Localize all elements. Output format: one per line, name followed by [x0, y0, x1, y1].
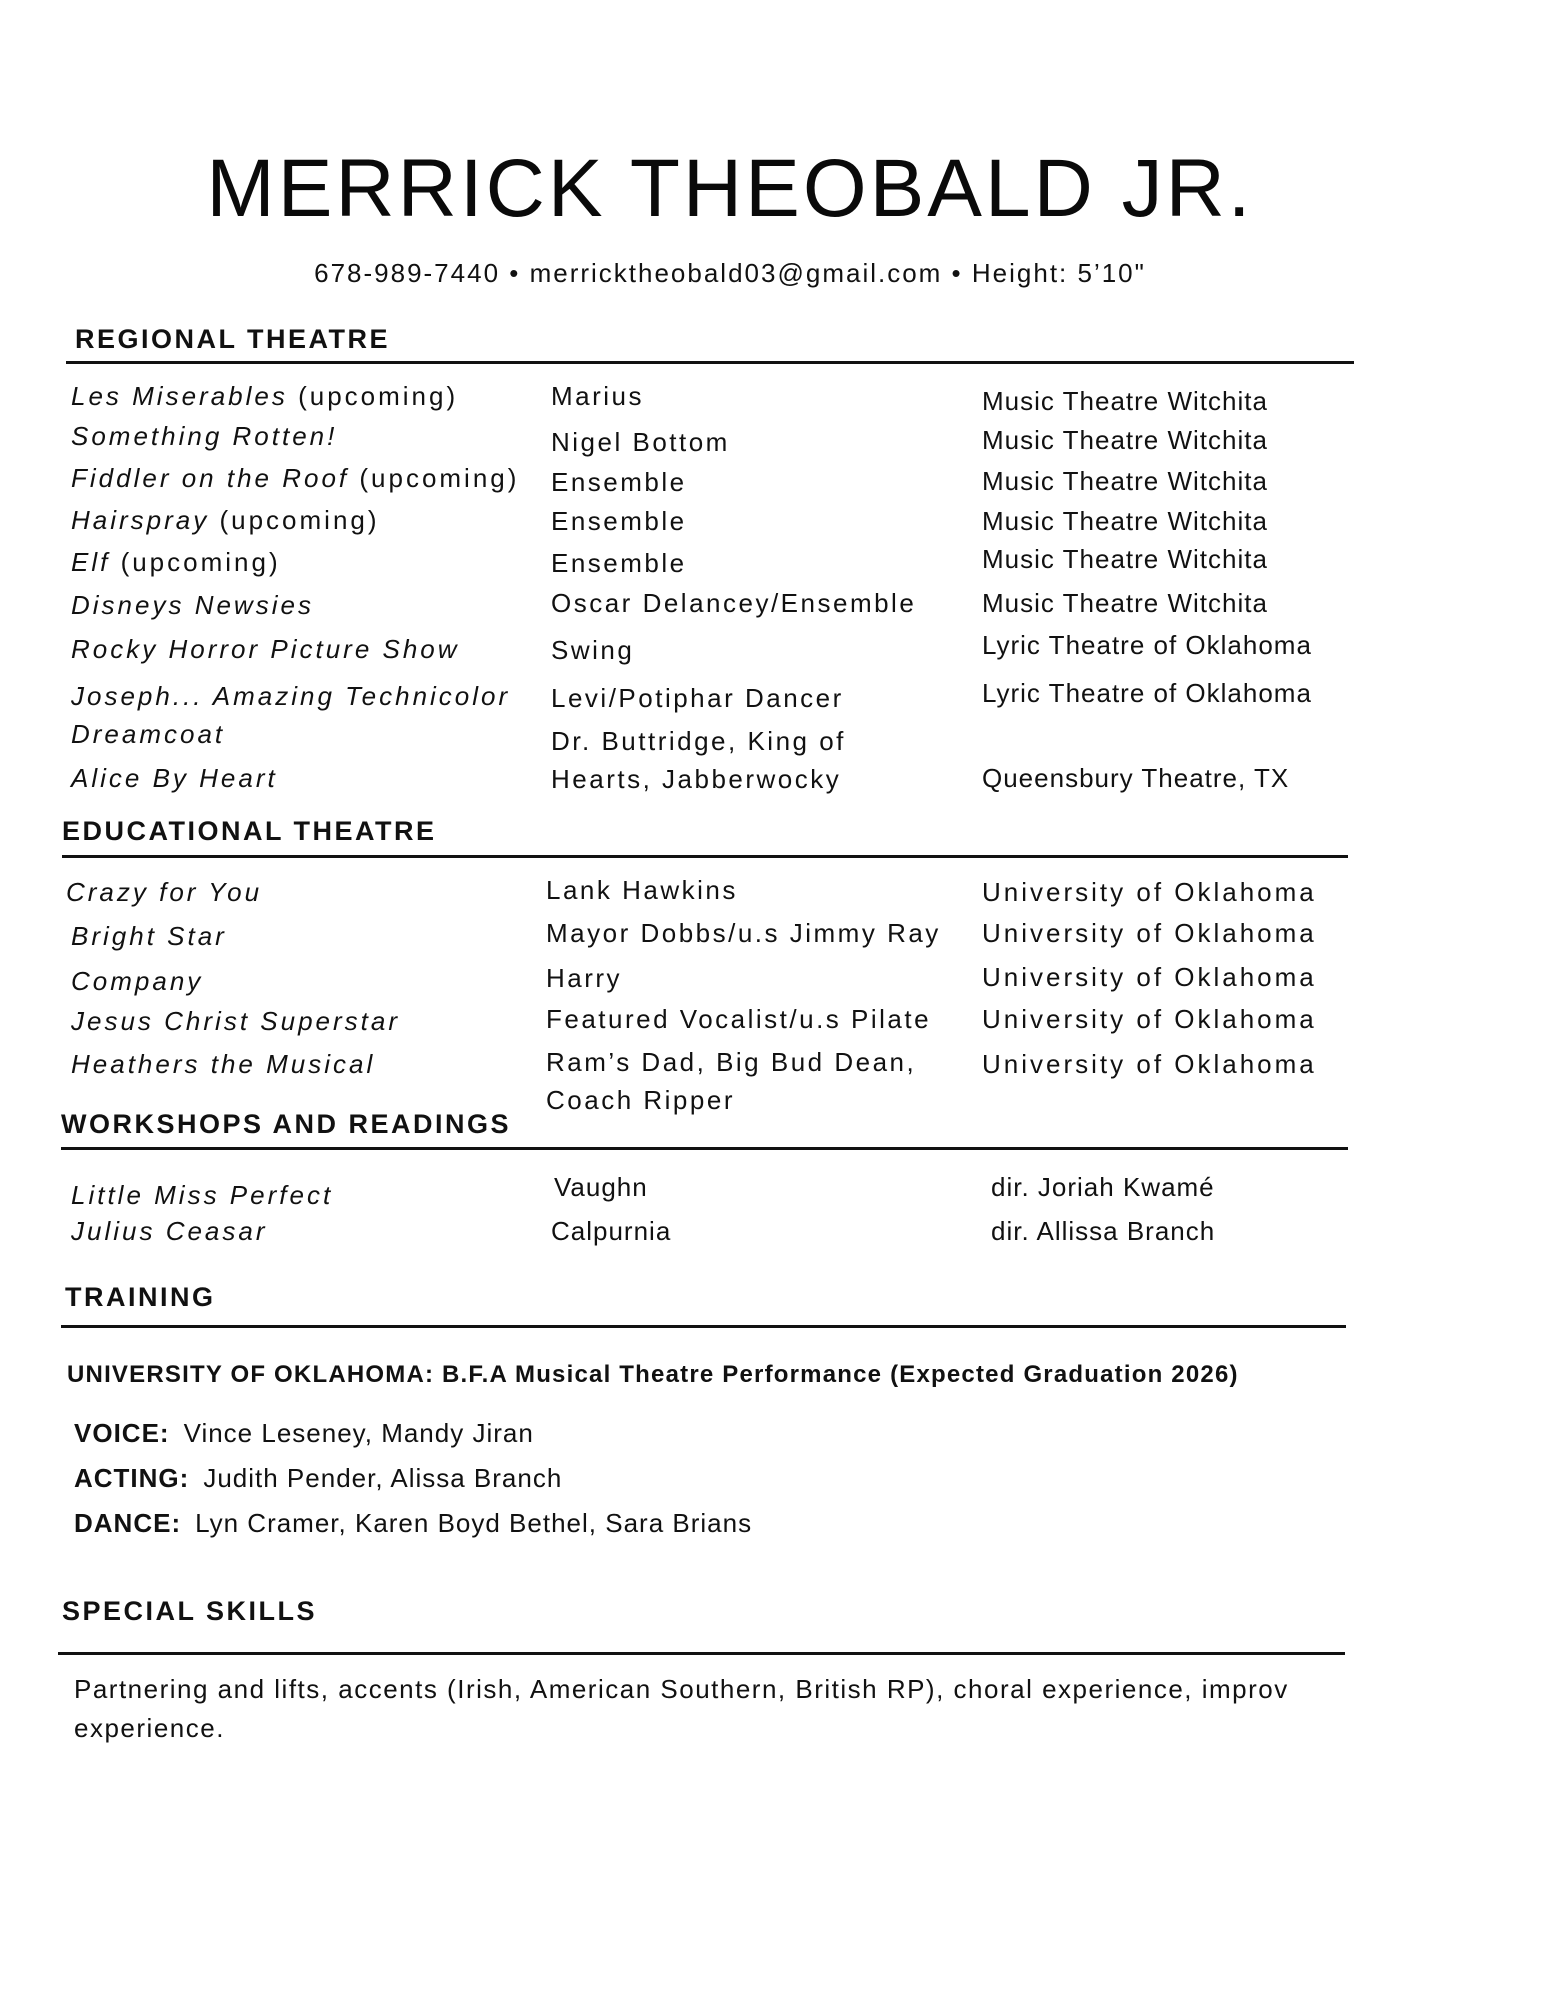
credit-show: Hairspray (upcoming) — [71, 505, 380, 535]
credit-show: Alice By Heart — [71, 763, 278, 793]
credit-role: Levi/Potiphar Dancer — [551, 683, 844, 713]
section-heading-training: TRAINING — [65, 1282, 216, 1312]
credit-role: Ram’s Dad, Big Bud Dean, Coach Ripper — [546, 1047, 917, 1115]
credit-show: Julius Ceasar — [71, 1216, 268, 1246]
credit-role: Ensemble — [551, 506, 687, 536]
credit-show: Rocky Horror Picture Show — [71, 634, 460, 664]
training-teachers: Lyn Cramer, Karen Boyd Bethel, Sara Brians — [195, 1508, 753, 1538]
credit-company: Music Theatre Witchita — [982, 466, 1268, 496]
credit-company: Lyric Theatre of Oklahoma — [982, 678, 1312, 708]
section-heading-educational: EDUCATIONAL THEATRE — [62, 816, 437, 846]
credit-show: Something Rotten! — [71, 421, 338, 451]
training-label: DANCE: — [74, 1508, 182, 1538]
credit-role: Marius — [551, 381, 645, 411]
credit-company: Lyric Theatre of Oklahoma — [982, 630, 1312, 660]
credit-show: Joseph... Amazing Technicolor Dreamcoat — [71, 681, 511, 749]
training-voice — [74, 1418, 534, 1449]
credit-show: Bright Star — [71, 921, 227, 951]
training-acting — [74, 1463, 562, 1494]
section-divider — [61, 1147, 1348, 1150]
credit-company: University of Oklahoma — [982, 877, 1317, 907]
training-teachers: Judith Pender, Alissa Branch — [203, 1463, 563, 1493]
training-teachers: Vince Leseney, Mandy Jiran — [183, 1418, 534, 1448]
credit-role: Harry — [546, 963, 623, 993]
credit-show: Disneys Newsies — [71, 590, 314, 620]
contact-line: 678-989-7440 • merricktheobald03@gmail.com • Height: 5’10" — [314, 258, 1146, 288]
credit-show: Heathers the Musical — [71, 1049, 376, 1079]
credit-show: Company — [71, 966, 204, 996]
section-divider — [61, 1325, 1346, 1328]
section-heading-workshops: WORKSHOPS AND READINGS — [61, 1109, 512, 1139]
credit-company: University of Oklahoma — [982, 1004, 1317, 1034]
credit-show: Elf (upcoming) — [71, 547, 281, 577]
special-skills-text: Partnering and lifts, accents (Irish, American Southern, British RP), choral experience, improv experience. — [74, 1674, 1289, 1743]
training-label: VOICE: — [74, 1418, 170, 1448]
credit-director: dir. Joriah Kwamé — [991, 1172, 1215, 1202]
section-heading-skills: SPECIAL SKILLS — [62, 1596, 318, 1626]
training-dance — [74, 1508, 752, 1539]
credit-company: University of Oklahoma — [982, 918, 1317, 948]
credit-role: Ensemble — [551, 467, 687, 497]
credit-role: Lank Hawkins — [546, 875, 738, 905]
section-divider — [66, 361, 1354, 364]
credit-company: Music Theatre Witchita — [982, 544, 1268, 574]
credit-role: Vaughn — [554, 1172, 648, 1202]
degree-line: UNIVERSITY OF OKLAHOMA: B.F.A Musical Theatre Performance (Expected Graduation 2026) — [67, 1361, 1239, 1388]
credit-show: Crazy for You — [66, 877, 263, 907]
credit-company: Music Theatre Witchita — [982, 506, 1268, 536]
credit-show: Les Miserables (upcoming) — [71, 381, 459, 411]
credit-company: Music Theatre Witchita — [982, 588, 1268, 618]
credit-company: Music Theatre Witchita — [982, 386, 1268, 416]
credit-role: Featured Vocalist/u.s Pilate — [546, 1004, 932, 1034]
section-divider — [62, 855, 1348, 858]
credit-role: Nigel Bottom — [551, 427, 730, 457]
credit-company: Music Theatre Witchita — [982, 425, 1268, 455]
credit-company: University of Oklahoma — [982, 962, 1317, 992]
credit-role: Dr. Buttridge, King of Hearts, Jabberwocky — [551, 726, 846, 794]
credit-role: Calpurnia — [551, 1216, 672, 1246]
section-heading-regional: REGIONAL THEATRE — [75, 324, 391, 354]
credit-role: Oscar Delancey/Ensemble — [551, 588, 917, 618]
credit-role: Ensemble — [551, 548, 687, 578]
credit-role: Mayor Dobbs/u.s Jimmy Ray — [546, 918, 941, 948]
credit-show: Jesus Christ Superstar — [71, 1006, 400, 1036]
credit-show: Fiddler on the Roof (upcoming) — [71, 463, 520, 493]
credit-show: Little Miss Perfect — [71, 1180, 334, 1210]
credit-company: University of Oklahoma — [982, 1049, 1317, 1079]
training-label: ACTING: — [74, 1463, 190, 1493]
credit-role: Swing — [551, 635, 635, 665]
credit-company: Queensbury Theatre, TX — [982, 763, 1290, 793]
resume-name: MERRICK THEOBALD JR. — [206, 143, 1254, 234]
credit-director: dir. Allissa Branch — [991, 1216, 1216, 1246]
section-divider — [58, 1652, 1345, 1655]
